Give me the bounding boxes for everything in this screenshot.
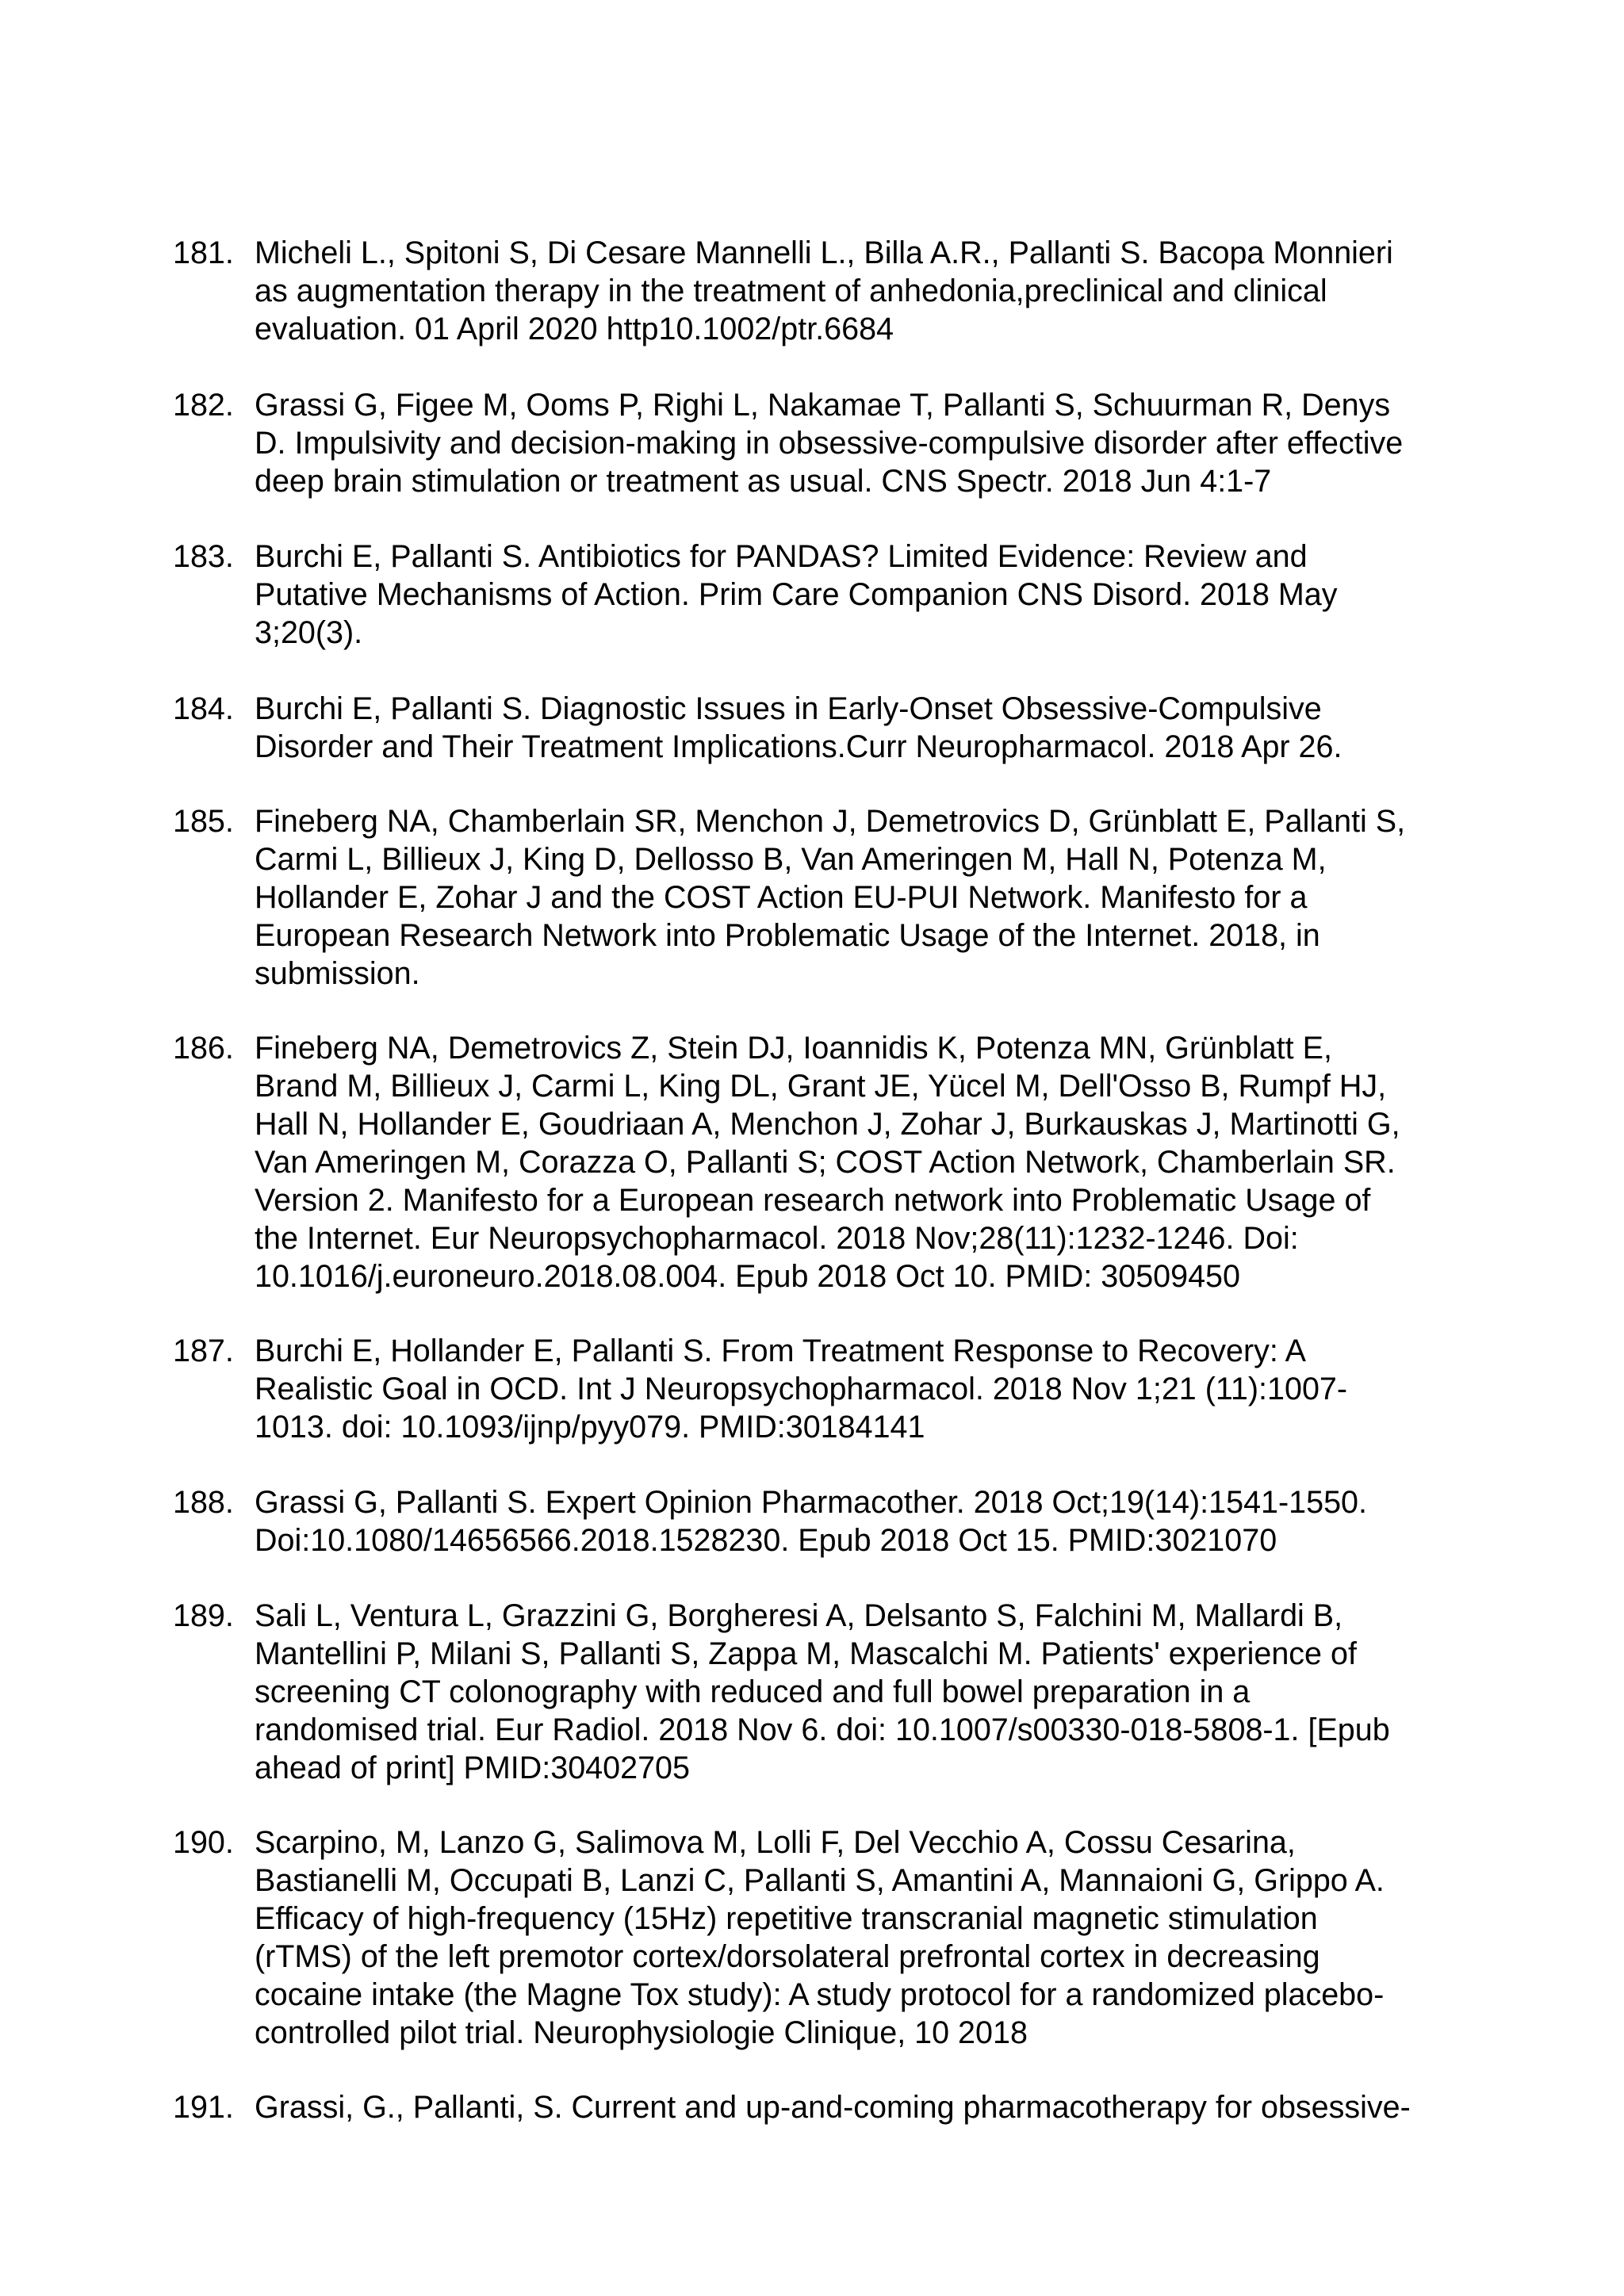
reference-number: 191. bbox=[173, 2090, 234, 2125]
reference-line: Grassi, G., Pallanti, S. Current and up-and-coming pharmacotherapy for obsessive- bbox=[255, 2090, 1411, 2125]
reference-line: Putative Mechanisms of Action. Prim Care Companion CNS Disord. 2018 May bbox=[255, 577, 1338, 612]
reference-line: Fineberg NA, Demetrovics Z, Stein DJ, Ioannidis K, Potenza MN, Grünblatt E, bbox=[255, 1031, 1332, 1066]
reference-text bbox=[255, 690, 1473, 766]
reference-line: 3;20(3). bbox=[255, 615, 363, 650]
reference-number: 186. bbox=[173, 1031, 234, 1066]
reference-line: D. Impulsivity and decision-making in obsessive-compulsive disorder after effective bbox=[255, 426, 1404, 461]
reference-text bbox=[255, 1029, 1473, 1295]
reference-line: Burchi E, Pallanti S. Diagnostic Issues in Early-Onset Obsessive-Compulsive bbox=[255, 691, 1322, 726]
reference-line: Efficacy of high-frequency (15Hz) repetitive transcranial magnetic stimulation bbox=[255, 1901, 1318, 1936]
reference-line: Van Ameringen M, Corazza O, Pallanti S; COST Action Network, Chamberlain SR. bbox=[255, 1145, 1396, 1180]
reference-line: Grassi G, Pallanti S. Expert Opinion Pharmacother. 2018 Oct;19(14):1541-1550. bbox=[255, 1485, 1368, 1520]
reference-number: 190. bbox=[173, 1825, 234, 1860]
reference-line: 10.1016/j.euroneuro.2018.08.004. Epub 2018 Oct 10. PMID: 30509450 bbox=[255, 1259, 1240, 1294]
reference-line: Scarpino, M, Lanzo G, Salimova M, Lolli F, Del Vecchio A, Cossu Cesarina, bbox=[255, 1825, 1296, 1860]
reference-text bbox=[255, 1823, 1473, 2052]
reference-number: 189. bbox=[173, 1598, 234, 1633]
reference-text bbox=[255, 1332, 1473, 1446]
reference-text bbox=[255, 538, 1473, 652]
reference-number: 187. bbox=[173, 1334, 234, 1368]
reference-line: Mantellini P, Milani S, Pallanti S, Zappa M, Mascalchi M. Patients' experience of bbox=[255, 1636, 1357, 1671]
reference-line: (rTMS) of the left premotor cortex/dorsolateral prefrontal cortex in decreasing bbox=[255, 1939, 1320, 1974]
reference-line: Hollander E, Zohar J and the COST Action EU-PUI Network. Manifesto for a bbox=[255, 880, 1308, 915]
reference-number: 184. bbox=[173, 691, 234, 726]
reference-line: controlled pilot trial. Neurophysiologie Clinique, 10 2018 bbox=[255, 2015, 1028, 2050]
reference-number: 183. bbox=[173, 539, 234, 574]
reference-number: 182. bbox=[173, 388, 234, 423]
reference-line: 1013. doi: 10.1093/ijnp/pyy079. PMID:30184141 bbox=[255, 1410, 925, 1445]
reference-text bbox=[255, 234, 1473, 348]
reference-text bbox=[255, 386, 1473, 500]
reference-line: Burchi E, Pallanti S. Antibiotics for PANDAS? Limited Evidence: Review and bbox=[255, 539, 1308, 574]
reference-line: as augmentation therapy in the treatment of anhedonia,preclinical and clinical bbox=[255, 274, 1327, 308]
reference-line: European Research Network into Problematic Usage of the Internet. 2018, in bbox=[255, 918, 1320, 953]
reference-number: 185. bbox=[173, 804, 234, 839]
reference-line: randomised trial. Eur Radiol. 2018 Nov 6. doi: 10.1007/s00330-018-5808-1. [Epub bbox=[255, 1712, 1390, 1747]
reference-line: submission. bbox=[255, 956, 420, 991]
reference-text bbox=[255, 2088, 1473, 2126]
reference-line: Version 2. Manifesto for a European research network into Problematic Usage of bbox=[255, 1183, 1371, 1218]
reference-line: the Internet. Eur Neuropsychopharmacol. 2018 Nov;28(11):1232-1246. Doi: bbox=[255, 1221, 1299, 1256]
reference-number: 181. bbox=[173, 235, 234, 270]
reference-line: cocaine intake (the Magne Tox study): A study protocol for a randomized placebo- bbox=[255, 1977, 1385, 2012]
reference-line: Hall N, Hollander E, Goudriaan A, Menchon J, Zohar J, Burkauskas J, Martinotti G, bbox=[255, 1107, 1400, 1142]
reference-line: Realistic Goal in OCD. Int J Neuropsychopharmacol. 2018 Nov 1;21 (11):1007- bbox=[255, 1372, 1348, 1406]
reference-line: Brand M, Billieux J, Carmi L, King DL, Grant JE, Yücel M, Dell'Osso B, Rumpf HJ, bbox=[255, 1069, 1387, 1104]
reference-number: 188. bbox=[173, 1485, 234, 1520]
reference-line: Carmi L, Billieux J, King D, Dellosso B, Van Ameringen M, Hall N, Potenza M, bbox=[255, 842, 1327, 877]
reference-text bbox=[255, 1597, 1473, 1787]
reference-line: Sali L, Ventura L, Grazzini G, Borgheresi A, Delsanto S, Falchini M, Mallardi B, bbox=[255, 1598, 1343, 1633]
reference-line: Bastianelli M, Occupati B, Lanzi C, Pallanti S, Amantini A, Mannaioni G, Grippo A. bbox=[255, 1863, 1385, 1898]
reference-line: Fineberg NA, Chamberlain SR, Menchon J, Demetrovics D, Grünblatt E, Pallanti S, bbox=[255, 804, 1406, 839]
reference-line: evaluation. 01 April 2020 http10.1002/ptr.6684 bbox=[255, 312, 894, 346]
reference-line: screening CT colonography with reduced and full bowel preparation in a bbox=[255, 1674, 1251, 1709]
reference-text bbox=[255, 1483, 1473, 1559]
reference-line: Grassi G, Figee M, Ooms P, Righi L, Nakamae T, Pallanti S, Schuurman R, Denys bbox=[255, 388, 1391, 423]
reference-line: Disorder and Their Treatment Implications.Curr Neuropharmacol. 2018 Apr 26. bbox=[255, 729, 1342, 764]
reference-line: Micheli L., Spitoni S, Di Cesare Mannelli L., Billa A.R., Pallanti S. Bacopa Monnieri bbox=[255, 235, 1393, 270]
reference-text bbox=[255, 802, 1473, 993]
reference-line: Burchi E, Hollander E, Pallanti S. From Treatment Response to Recovery: A bbox=[255, 1334, 1307, 1368]
reference-line: Doi:10.1080/14656566.2018.1528230. Epub 2018 Oct 15. PMID:3021070 bbox=[255, 1523, 1277, 1558]
reference-line: deep brain stimulation or treatment as usual. CNS Spectr. 2018 Jun 4:1-7 bbox=[255, 464, 1272, 499]
reference-line: ahead of print] PMID:30402705 bbox=[255, 1751, 690, 1785]
